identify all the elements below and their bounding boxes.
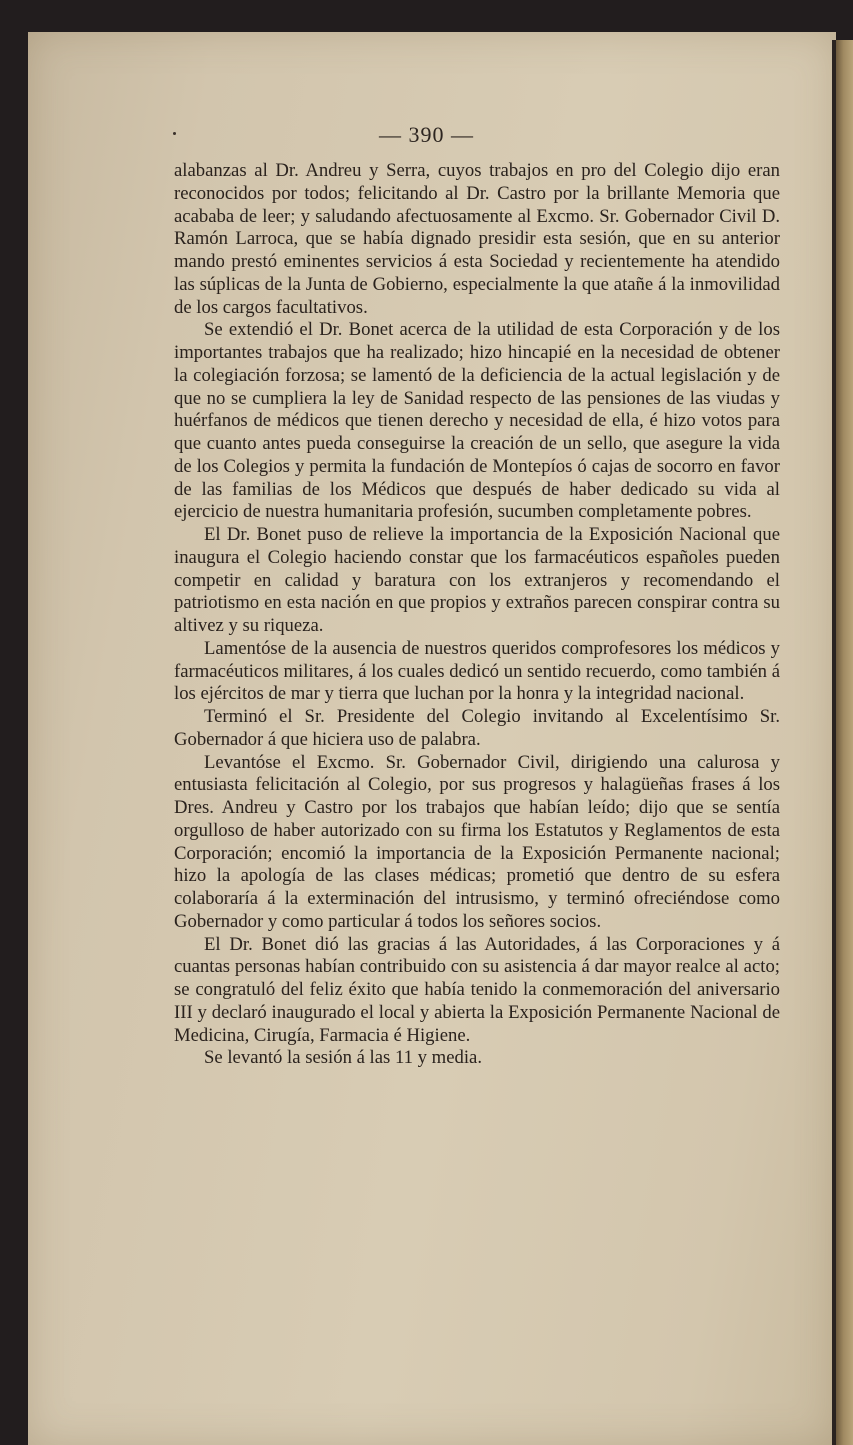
paragraph-final: Se levantó la sesión á las 11 y media. xyxy=(204,1047,482,1069)
paragraph: El Dr. Bonet puso de relieve la importancia de la Exposición Nacional que inaugura el Colegio haciendo constar que los farmacéuticos españoles pueden competir en calidad y baratura con los extranjeros y recomendando el patriotismo en esta nación en que propios y extraños parecen conspirar contra su altivez y su riqueza. xyxy=(174,524,780,636)
paragraph-continuation: alabanzas al Dr. Andreu y Serra, cuyos trabajos en pro del Colegio dijo eran reconocidos por todos; felicitando al Dr. Castro por la brillante Memoria que acababa de leer; y saludando afectuosamente al Excmo. Sr. Gobernador Civil D. Ramón Larroca, que se había dignado presidir esta sesión, que en su anterior mando prestó eminentes servicios á esta Sociedad y recientemente ha atendido las súplicas de la Junta de Gobierno, especialmente la que atañe á la inmovilidad de los cargos facultativos. xyxy=(174,160,780,318)
paragraph: Terminó el Sr. Presidente del Colegio invitando al Excelentísimo Sr. Gobernador á que hiciera uso de palabra. xyxy=(174,706,780,750)
next-page-edge xyxy=(836,40,853,1445)
paragraph: Levantóse el Excmo. Sr. Gobernador Civil, dirigiendo una calurosa y entusiasta felicitación al Colegio, por sus progresos y halagüeñas frases á los Dres. Andreu y Castro por los trabajos que habían leído; dijo que se sentía orgulloso de haber autorizado con su firma los Estatutos y Reglamentos de esta Corporación; encomió la importancia de la Exposición Permanente nacional; hizo la apología de las clases médicas; prometió que dentro de su esfera colaboraría á la exterminación del intrusismo, y terminó ofreciéndose como Gobernador y como particular á todos los señores socios. xyxy=(174,751,780,932)
paragraph: Se extendió el Dr. Bonet acerca de la utilidad de esta Corporación y de los importantes trabajos que ha realizado; hizo hincapié en la necesidad de obtener la colegiación forzosa; se lamentó de la deficiencia de la actual legislación y de que no se cumpliera la ley de Sanidad respecto de las pensiones de las viudas y huérfanos de médicos que tienen derecho y necesidad de ella, é hizo votos para que cuanto antes pueda conseguirse la creación de un sello, que asegure la vida de los Colegios y permita la fundación de Montepíos ó cajas de socorro en favor de las familias de los Médicos que después de haber dedicado su vida al ejercicio de nuestra humanitaria profesión, sucumben completamente pobres. xyxy=(174,319,780,523)
page-number: — 390 — xyxy=(379,122,474,147)
body-text xyxy=(174,160,780,1070)
paragraph: Lamentóse de la ausencia de nuestros queridos comprofesores los médicos y farmacéuticos militares, á los cuales dedicó un sentido recuerdo, como también á los ejércitos de mar y tierra que luchan por la honra y la integridad nacional. xyxy=(174,637,780,705)
paragraph: El Dr. Bonet dió las gracias á las Autoridades, á las Corporaciones y á cuantas personas habían contribuido con su asistencia á dar mayor realce al acto; se congratuló del feliz éxito que había tenido la conmemoración del aniversario III y declaró inaugurado el local y abierta la Exposición Permanente Nacional de Medicina, Cirugía, Farmacia é Higiene. xyxy=(174,933,780,1046)
